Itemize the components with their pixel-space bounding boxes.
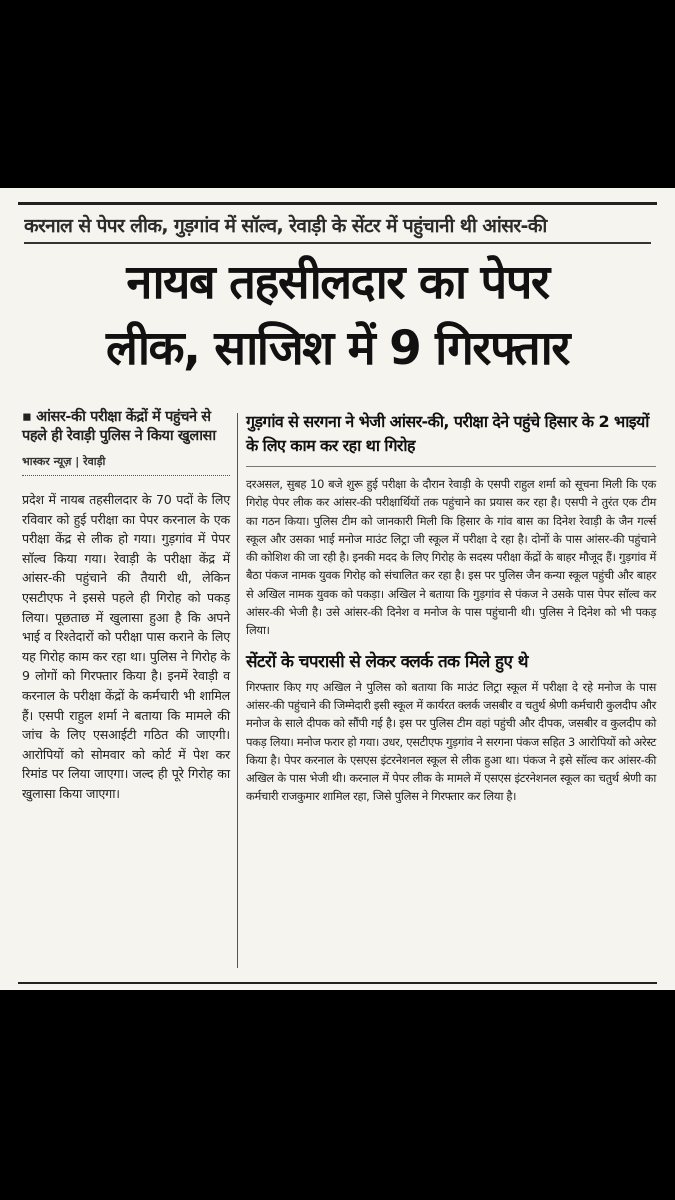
paragraph-1: दरअसल, सुबह 10 बजे शुरू हुई परीक्षा के दौरान रेवाड़ी के एसपी राहुल शर्मा को सूचना मिली कि एक गिरोह पेपर लीक कर आंसर-की परीक्षार्थियों तक पहुंचाने का प्रयास कर रहा है। एसपी ने तुरंत एक टीम का गठन किया। पुलिस टीम को जानकारी मिली कि हिसार के गांव बास का दिनेश रेवाड़ी के जैन गर्ल्स स्कूल और उसका भाई मनोज माउंट लिट्रा जी स्कूल में परीक्षा दे रहा है। दोनों के पास आंसर-की पहुंचाने की कोशिश की जा रही है। इनकी मदद के लिए गिरोह के सदस्य परीक्षा केंद्रों के बाहर मौजूद हैं। गुड़गांव में बैठा पंकज नामक युवक गिरोह को संचालित कर रहा है। इस पर पुलिस जैन कन्या स्कूल पहुंची और बाहर से अखिल नामक युवक को पकड़ा। अखिल ने बताया कि गुड़गांव से पंकज ने उसके पास पेपर सॉल्व कर आंसर-की भेजी है। उसे आंसर-की दिनेश व मनोज के पास पहुंचानी थी। पुलिस ने दिनेश को भी पकड़ लिया।: [246, 477, 656, 638]
byline: भास्कर न्यूज़ | रेवाड़ी: [22, 454, 230, 476]
left-column: [22, 408, 230, 804]
byline-source: भास्कर न्यूज़: [22, 455, 72, 468]
left-body-text: प्रदेश में नायब तहसीलदार के 70 पदों के लिए रविवार को हुई परीक्षा का पेपर करनाल के एक परीक्षा केंद्र से लीक हो गया। गुड़गांव में पेपर सॉल्व किया गया। रेवाड़ी के परीक्षा केंद्र में आंसर-की पहुंचाने की तैयारी थी, लेकिन एसटीएफ ने इससे पहले ही गिरोह को पकड़ लिया। पूछताछ में खुलासा हुआ है कि अपने भाई व रिश्तेदारों को परीक्षा पास कराने के लिए यह गिरोह काम कर रहा था। पुलिस ने गिरोह के 9 लोगों को गिरफ्तार किया है। इनमें रेवाड़ी व करनाल के परीक्षा केंद्रों के कर्मचारी भी शामिल हैं। एसपी राहुल शर्मा ने बताया कि मामले की जांच के लिए एसआईटी गठित की जाएगी। आरोपियों को सोमवार को कोर्ट में पेश कर रिमांड पर लिया जाएगा। जल्द ही पूरे गिरोह का खुलासा किया जाएगा।: [22, 492, 230, 801]
bottom-rule: [18, 982, 657, 984]
subheading-2: सेंटरों के चपरासी से लेकर क्लर्क तक मिले हुए थे: [246, 651, 528, 672]
top-rule: [18, 202, 657, 205]
headline-line-1: नायब तहसीलदार का पेपर: [126, 255, 549, 310]
subheading-1: गुड़गांव से सरगना ने भेजी आंसर-की, परीक्षा देने पहुंचे हिसार के 2 भाइयों के लिए काम कर रहा था गिरोह: [246, 410, 656, 467]
headline-line-2: लीक, साजिश में 9 गिरफ्तार: [105, 321, 570, 376]
newspaper-clipping: [0, 188, 675, 990]
paragraph-2: गिरफ्तार किए गए अखिल ने पुलिस को बताया कि माउंट लिट्रा स्कूल में परीक्षा दे रहे मनोज के पास आंसर-की पहुंचाने की जिम्मेदारी इसी स्कूल में कार्यरत क्लर्क जसबीर व चतुर्थ श्रेणी कर्मचारी कुलदीप और मनोज के साले दीपक को सौंपी गई है। इस पर पुलिस टीम वहां पहुंची और दीपक, जसबीर व कुलदीप को पकड़ लिया। मनोज फरार हो गया। उधर, एसटीएफ गुड़गांव ने सरगना पंकज सहित 3 आरोपियों को अरेस्ट किया है। पेपर करनाल के एसएस इंटरनेशनल स्कूल से लीक हुआ था। पंकज ने इसे सॉल्व कर आंसर-की अखिल के पास भेजी थी। करनाल में पेपर लीक के मामले में एसएस इंटरनेशनल स्कूल का चतुर्थ श्रेणी का कर्मचारी राजकुमार शामिल रहा, जिसे पुलिस ने गिरफ्तार कर लिया है।: [246, 679, 656, 804]
highlight-bullet: ▪ आंसर-की परीक्षा केंद्रों में पहुंचने से पहले ही रेवाड़ी पुलिस ने किया खुलासा: [22, 409, 216, 444]
column-divider: [237, 413, 238, 968]
headline: [24, 250, 651, 382]
right-column: [246, 410, 656, 806]
kicker-line: करनाल से पेपर लीक, गुड़गांव में सॉल्व, रेवाड़ी के सेंटर में पहुंचानी थी आंसर-की: [24, 212, 651, 244]
byline-place: रेवाड़ी: [83, 455, 106, 468]
